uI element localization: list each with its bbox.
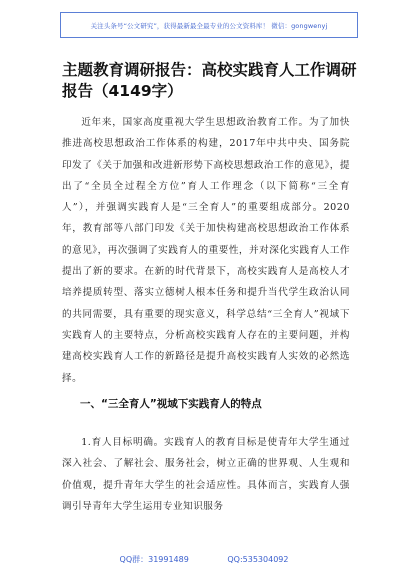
intro-paragraph: 近年来，国家高度重视大学生思想政治教育工作。为了加快推进高校思想政治工作体系的构建，2017年中共中央、国务院印发了《关于加强和改进新形势下高校思想政治工作的意见》，提出了“全员全过程全方位”育人工作理念（以下简称“三全育人”），并强调实践育人是“三全育人”的重要组成部分。2020年，教育部等八部门印发《关于加快构建高校思想政治工作体系的意见》，再次强调了实践育人的重要性，并对深化实践育人工作提出了新的要求。在新的时代背景下，高校实践育人是高校人才培养提质转型、落实立德树人根本任务和提升当代学生政治认同的共同需要，具有重要的现实意义，科学总结“三全育人”视域下实践育人的主要特点，分析高校实践育人存在的主要问题，并构建高校实践育人工作的新路径是提升高校实践育人实效的必然选择。 bbox=[62, 117, 350, 384]
footer-qq: QQ:535304092 bbox=[227, 555, 289, 564]
footer-contact bbox=[0, 554, 408, 565]
section-heading: 一、“三全育人”视域下实践育人的特点 bbox=[80, 398, 262, 410]
section-paragraph: 1.育人目标明确。实践育人的教育目标是使青年大学生通过深入社会、了解社会、服务社会，树立正确的世界观、人生观和价值观，提升青年大学生的社会适应性。具体而言，实践育人强调引导青年大学生运用专业知识服务 bbox=[62, 437, 350, 512]
header-notice-text: 关注头条号“公文研究”，获得最新最全最专业的公文资料库！ 微信：gongwenyj bbox=[90, 21, 328, 30]
footer-qq-group: QQ群：31991489 bbox=[119, 555, 189, 564]
header-notice-box bbox=[60, 12, 358, 38]
document-title: 主题教育调研报告：高校实践育人工作调研报告（4149字） bbox=[62, 61, 357, 100]
